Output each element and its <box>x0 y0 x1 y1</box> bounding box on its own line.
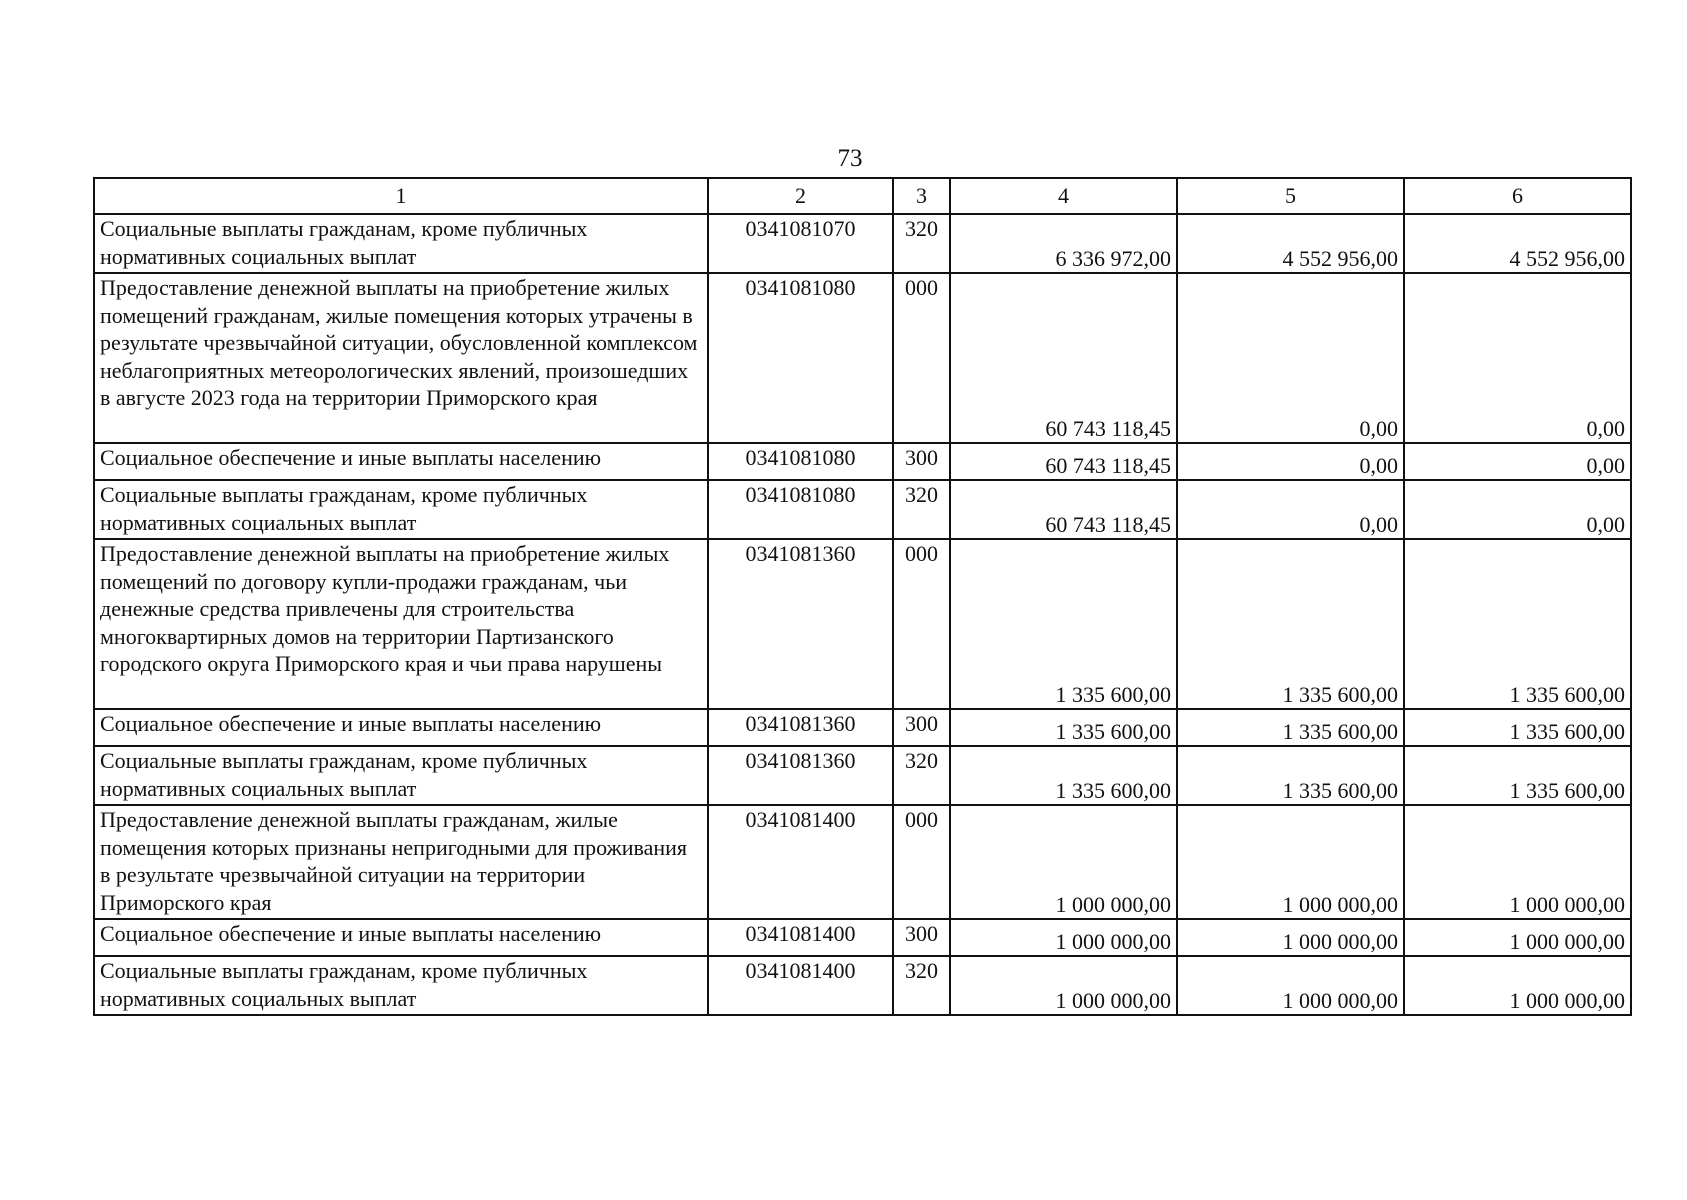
table-row <box>94 214 1631 273</box>
table-row <box>94 709 1631 746</box>
table-row <box>94 443 1631 480</box>
table-row <box>94 805 1631 919</box>
row-value-3: 1 000 000,00 <box>1404 919 1631 956</box>
row-name: Социальное обеспечение и иные выплаты населению <box>94 919 708 956</box>
column-header: 3 <box>893 178 950 214</box>
row-type: 320 <box>893 214 950 273</box>
budget-table <box>93 177 1632 1016</box>
row-value-1: 1 000 000,00 <box>950 956 1177 1015</box>
table-row <box>94 539 1631 709</box>
row-code: 0341081080 <box>708 443 893 480</box>
row-value-2: 0,00 <box>1177 443 1404 480</box>
row-type: 320 <box>893 956 950 1015</box>
row-value-3: 1 335 600,00 <box>1404 746 1631 805</box>
row-value-1: 1 335 600,00 <box>950 709 1177 746</box>
column-header: 5 <box>1177 178 1404 214</box>
column-header: 1 <box>94 178 708 214</box>
row-name: Социальное обеспечение и иные выплаты населению <box>94 443 708 480</box>
table-header-row <box>94 178 1631 214</box>
row-type: 300 <box>893 443 950 480</box>
table-row <box>94 919 1631 956</box>
row-name: Социальные выплаты гражданам, кроме публичных нормативных социальных выплат <box>94 746 708 805</box>
row-code: 0341081400 <box>708 805 893 919</box>
row-value-2: 0,00 <box>1177 480 1404 539</box>
row-value-3: 0,00 <box>1404 480 1631 539</box>
row-code: 0341081080 <box>708 480 893 539</box>
row-type: 000 <box>893 805 950 919</box>
page-number: 73 <box>837 145 863 172</box>
column-header: 2 <box>708 178 893 214</box>
row-value-1: 60 743 118,45 <box>950 443 1177 480</box>
table-row <box>94 273 1631 443</box>
row-code: 0341081360 <box>708 709 893 746</box>
row-name: Предоставление денежной выплаты гражданам, жилые помещения которых признаны непригодными для проживания в результате чрезвычайной ситуации на территории Приморского края <box>94 805 708 919</box>
row-value-2: 1 335 600,00 <box>1177 539 1404 709</box>
row-code: 0341081080 <box>708 273 893 443</box>
row-value-3: 1 335 600,00 <box>1404 709 1631 746</box>
row-type: 300 <box>893 919 950 956</box>
table-row <box>94 956 1631 1015</box>
row-code: 0341081360 <box>708 746 893 805</box>
row-value-1: 1 000 000,00 <box>950 919 1177 956</box>
row-value-2: 1 335 600,00 <box>1177 746 1404 805</box>
row-name: Социальные выплаты гражданам, кроме публичных нормативных социальных выплат <box>94 480 708 539</box>
row-code: 0341081400 <box>708 956 893 1015</box>
row-value-2: 0,00 <box>1177 273 1404 443</box>
row-value-1: 60 743 118,45 <box>950 480 1177 539</box>
row-type: 320 <box>893 480 950 539</box>
row-value-3: 1 000 000,00 <box>1404 805 1631 919</box>
row-value-1: 6 336 972,00 <box>950 214 1177 273</box>
row-value-2: 1 335 600,00 <box>1177 709 1404 746</box>
row-name: Предоставление денежной выплаты на приобретение жилых помещений гражданам, жилые помещения которых утрачены в результате чрезвычайной ситуации, обусловленной комплексом неблагоприятных метеорологических явлений, произошедших в августе 2023 года на территории Приморского края <box>94 273 708 443</box>
row-code: 0341081070 <box>708 214 893 273</box>
row-value-1: 1 335 600,00 <box>950 746 1177 805</box>
row-type: 000 <box>893 273 950 443</box>
row-name: Предоставление денежной выплаты на приобретение жилых помещений по договору купли-продажи гражданам, чьи денежные средства привлечены для строительства многоквартирных домов на территории Партизанского городского округа Приморского края и чьи права нарушены <box>94 539 708 709</box>
row-type: 320 <box>893 746 950 805</box>
table-row <box>94 480 1631 539</box>
row-type: 000 <box>893 539 950 709</box>
row-value-3: 1 000 000,00 <box>1404 956 1631 1015</box>
column-header: 6 <box>1404 178 1631 214</box>
row-value-1: 1 000 000,00 <box>950 805 1177 919</box>
row-code: 0341081360 <box>708 539 893 709</box>
row-value-2: 4 552 956,00 <box>1177 214 1404 273</box>
row-value-1: 60 743 118,45 <box>950 273 1177 443</box>
row-code: 0341081400 <box>708 919 893 956</box>
row-value-3: 0,00 <box>1404 273 1631 443</box>
row-value-3: 0,00 <box>1404 443 1631 480</box>
row-value-3: 1 335 600,00 <box>1404 539 1631 709</box>
table-row <box>94 746 1631 805</box>
row-name: Социальное обеспечение и иные выплаты населению <box>94 709 708 746</box>
row-value-1: 1 335 600,00 <box>950 539 1177 709</box>
row-value-2: 1 000 000,00 <box>1177 805 1404 919</box>
row-value-2: 1 000 000,00 <box>1177 919 1404 956</box>
row-type: 300 <box>893 709 950 746</box>
column-header: 4 <box>950 178 1177 214</box>
row-name: Социальные выплаты гражданам, кроме публичных нормативных социальных выплат <box>94 214 708 273</box>
row-name: Социальные выплаты гражданам, кроме публичных нормативных социальных выплат <box>94 956 708 1015</box>
row-value-3: 4 552 956,00 <box>1404 214 1631 273</box>
row-value-2: 1 000 000,00 <box>1177 956 1404 1015</box>
